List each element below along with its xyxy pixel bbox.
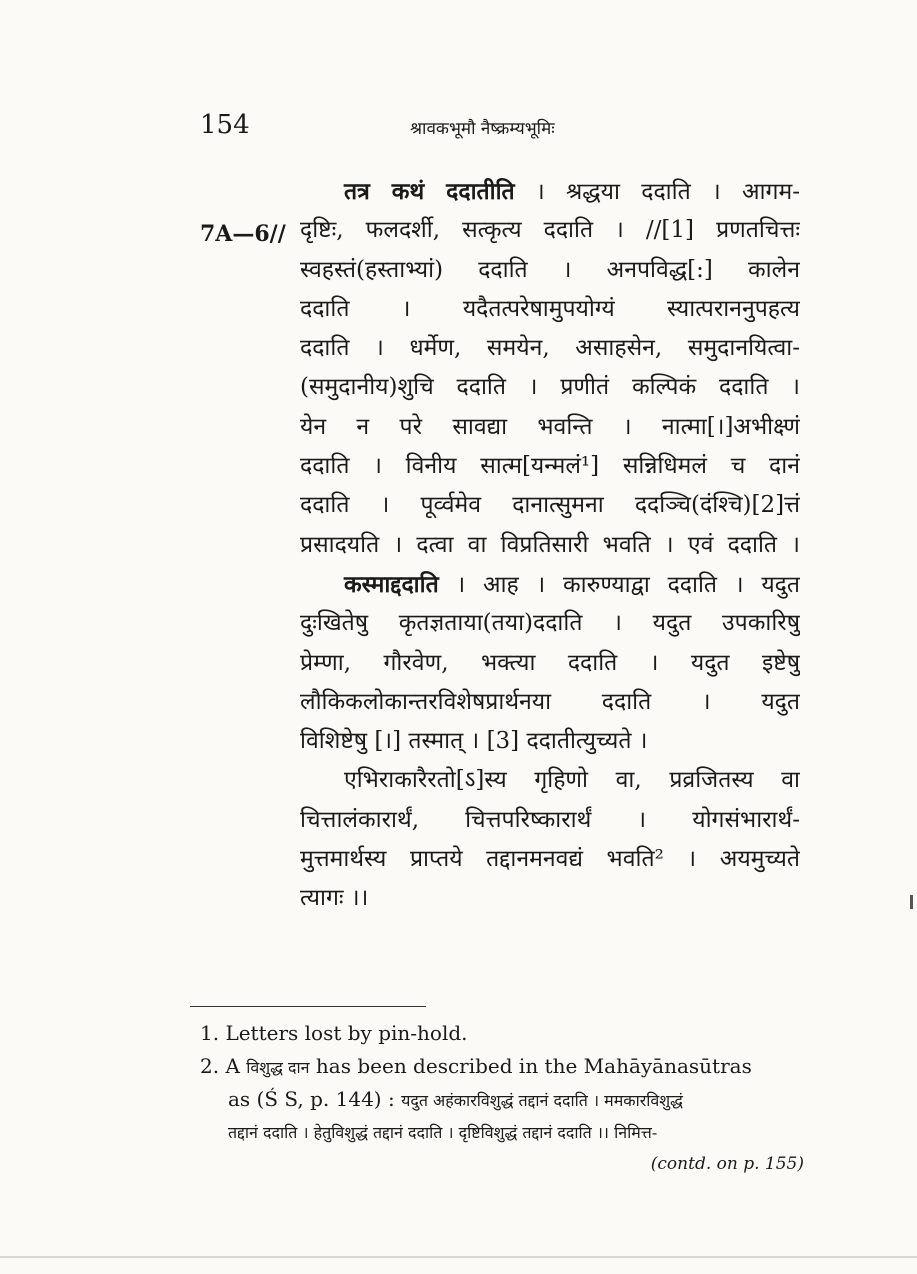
text-line: ददाति । यदैतत्परेषामुपयोग्यं स्यात्पराननुपहत्य	[300, 295, 800, 322]
section-heading: कस्माद्ददाति	[344, 570, 439, 598]
text-line: प्रसादयति । दत्वा वा विप्रतिसारी भवति । एवं ददाति ।	[300, 531, 800, 558]
footnote-devanagari: विशुद्ध दान	[246, 1058, 310, 1077]
footnotes	[200, 1016, 810, 1179]
text-line: दुःखितेषु कृतज्ञताया(तया)ददाति । यदुत उपकारिषु	[300, 610, 800, 637]
text-line: ददाति । धर्मेण, समयेन, असाहसेन, समुदानयित्वा-	[300, 335, 800, 362]
scan-edge-mark	[910, 895, 913, 909]
text-line: ददाति । पूर्व्वमेव दानात्सुमना ददञ्चि(दंश्चि)[2]त्तं	[300, 492, 800, 519]
footnote-text: as (Ś S, p. 144) :	[228, 1087, 402, 1111]
text-line: चित्तालंकारार्थं, चित्तपरिष्कारार्थं । योगसंभारार्थं-	[300, 806, 800, 833]
footnote-devanagari: यदुत अहंकारविशुद्धं तद्दानं ददाति । ममकारविशुद्धं	[401, 1091, 683, 1110]
line-text: । आह । कारुण्याद्वा ददाति । यदुत	[438, 571, 800, 598]
text-line: (समुदानीय)शुचि ददाति । प्रणीतं कल्पिकं ददाति ।	[300, 374, 800, 401]
main-text	[300, 172, 800, 919]
text-line: लौकिकलोकान्तरविशेषप्रार्थनया ददाति । यदुत	[300, 688, 800, 715]
text-line: ददाति । विनीय सात्म[यन्मलं¹] सन्निधिमलं च दानं	[300, 453, 800, 480]
continued-note: (contd. on p. 155)	[650, 1154, 804, 1174]
text-line: येन न परे सावद्या भवन्ति । नात्मा[।]अभीक्ष्णं	[300, 413, 800, 440]
section-heading: तत्र कथं ददातीति	[344, 178, 515, 205]
footnote-2-line	[200, 1050, 810, 1083]
footnote-divider	[190, 1006, 426, 1007]
scan-bottom-edge	[0, 1256, 917, 1258]
text-line: प्रेम्णा, गौरवेण, भक्त्या ददाति । यदुत इष्टेषु	[300, 649, 800, 676]
footnote-1: 1. Letters lost by pin-hold.	[200, 1021, 468, 1045]
text-line: स्वहस्तं(हस्ताभ्यां) ददाति । अनपविद्ध[:] कालेन	[300, 256, 800, 283]
text-line: दृष्टिः, फलदर्शी, सत्कृत्य ददाति । //[1] प्रणतचित्तः	[300, 217, 800, 244]
footnote-2-line: तद्दानं ददाति । हेतुविशुद्धं तद्दानं ददाति । दृष्टिविशुद्धं तद्दानं ददाति ।। निमित्त-	[228, 1123, 658, 1142]
footnote-text: has been described in the Mahāyānasūtras	[309, 1054, 752, 1078]
footnote-text: 2. A	[200, 1054, 247, 1078]
text-line	[300, 172, 800, 211]
text-line: मुत्तमार्थस्य प्राप्तये तद्दानमनवद्यं भवति² । अयमुच्यते	[300, 846, 800, 873]
text-line: एभिराकारैरतो[ऽ]स्य गृहिणो वा, प्रव्रजितस्य वा	[344, 767, 800, 794]
text-line	[300, 565, 800, 604]
footnote-2-line	[200, 1083, 810, 1116]
running-head: श्रावकभूमौ नैष्क्रम्यभूमिः	[410, 119, 555, 139]
page-number: 154	[200, 110, 250, 140]
margin-reference: 7A—6//	[200, 221, 286, 247]
text-line: विशिष्टेषु [।] तस्मात् । [3] ददातीत्युच्यते ।	[300, 728, 648, 755]
line-text: । श्रद्धया ददाति । आगम-	[514, 179, 800, 205]
text-line: त्यागः ।।	[300, 885, 369, 912]
